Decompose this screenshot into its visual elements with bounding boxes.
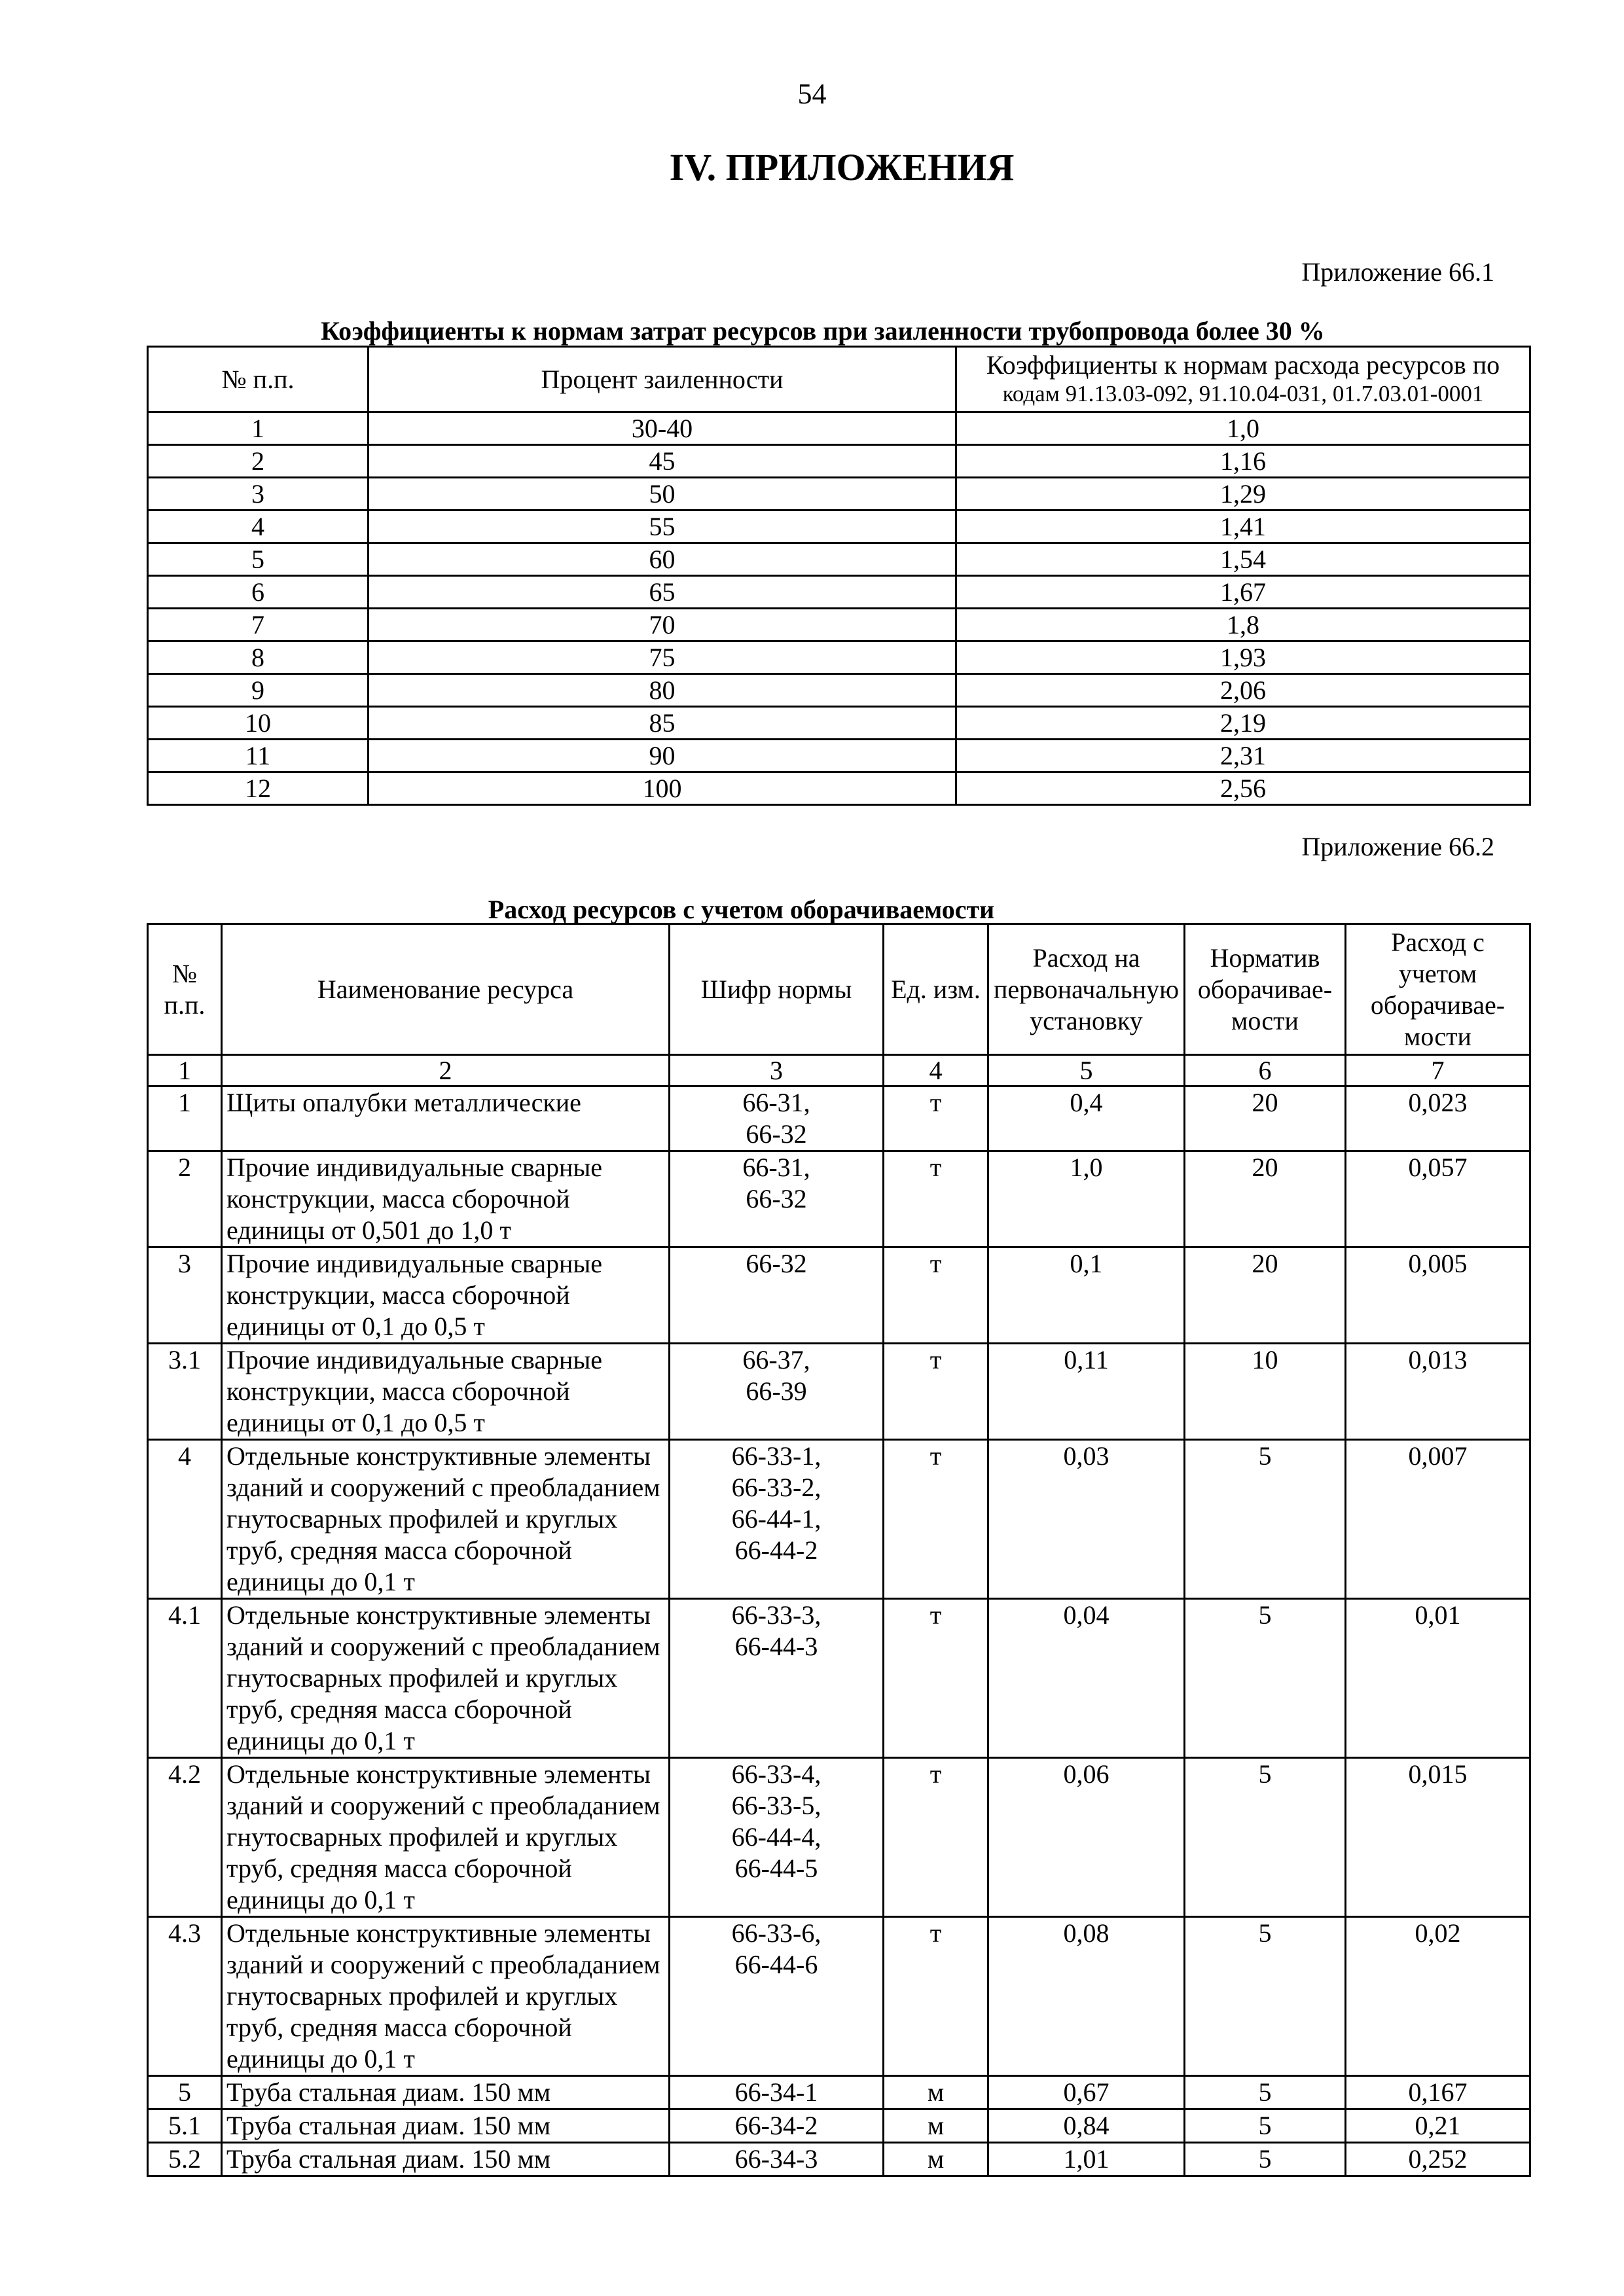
coefficient-value: 1,29 bbox=[956, 478, 1530, 511]
norm-codes bbox=[670, 1344, 884, 1440]
appendix-label-66-2: Приложение 66.2 bbox=[1301, 832, 1494, 861]
table-row bbox=[148, 609, 1530, 641]
silting-percent: 30-40 bbox=[369, 412, 956, 445]
norm-code: 66-34-2 bbox=[734, 2111, 818, 2140]
unit: т bbox=[884, 1599, 988, 1758]
row-number: 4.2 bbox=[148, 1758, 222, 1917]
norm-code: 66-33-2, bbox=[731, 1473, 821, 1502]
norm-code: 66-33-4, bbox=[731, 1759, 821, 1789]
row-number: 4 bbox=[148, 511, 369, 543]
norm-codes bbox=[670, 1440, 884, 1599]
table-row bbox=[148, 2143, 1530, 2176]
table-row bbox=[148, 1247, 1530, 1344]
coefficients-table-title: Коэффициенты к нормам затрат ресурсов при заиленности трубопровода более 30 % bbox=[321, 316, 1325, 346]
table-row bbox=[148, 641, 1530, 674]
unit: т bbox=[884, 1344, 988, 1440]
silting-percent: 60 bbox=[369, 543, 956, 576]
norm-code: 66-33-6, bbox=[731, 1918, 821, 1948]
table-row bbox=[148, 740, 1530, 772]
coefficient-value: 2,19 bbox=[956, 707, 1530, 740]
coefficient-value: 2,06 bbox=[956, 674, 1530, 707]
norm-codes bbox=[670, 1599, 884, 1758]
norm-code: 66-37, bbox=[742, 1345, 810, 1374]
norm-code: 66-44-5 bbox=[734, 1854, 818, 1883]
silting-percent: 80 bbox=[369, 674, 956, 707]
header-number: № п.п. bbox=[148, 347, 369, 412]
row-number: 5 bbox=[148, 2076, 222, 2109]
turnover-norm: 5 bbox=[1185, 2109, 1346, 2143]
initial-consumption: 0,4 bbox=[988, 1086, 1185, 1151]
row-number: 12 bbox=[148, 772, 369, 805]
unit: т bbox=[884, 1247, 988, 1344]
table-row bbox=[148, 412, 1530, 445]
row-number: 3 bbox=[148, 478, 369, 511]
table-row bbox=[148, 772, 1530, 805]
unit: м bbox=[884, 2076, 988, 2109]
row-number: 1 bbox=[148, 412, 369, 445]
row-number: 4 bbox=[148, 1440, 222, 1599]
table-row bbox=[148, 707, 1530, 740]
silting-percent: 75 bbox=[369, 641, 956, 674]
row-number: 5.1 bbox=[148, 2109, 222, 2143]
row-number: 4.1 bbox=[148, 1599, 222, 1758]
resource-name: Труба стальная диам. 150 мм bbox=[222, 2076, 670, 2109]
initial-consumption: 1,0 bbox=[988, 1151, 1185, 1247]
coefficients-table bbox=[147, 346, 1531, 806]
unit: т bbox=[884, 1758, 988, 1917]
silting-percent: 85 bbox=[369, 707, 956, 740]
consumption-with-turnover: 0,005 bbox=[1346, 1247, 1530, 1344]
norm-codes bbox=[670, 1917, 884, 2076]
table-row bbox=[148, 1440, 1530, 1599]
table-row bbox=[148, 2076, 1530, 2109]
row-number: 6 bbox=[148, 576, 369, 609]
norm-code: 66-31, bbox=[742, 1088, 810, 1117]
consumption-with-turnover: 0,02 bbox=[1346, 1917, 1530, 2076]
turnover-norm: 20 bbox=[1185, 1151, 1346, 1247]
initial-consumption: 0,11 bbox=[988, 1344, 1185, 1440]
silting-percent: 90 bbox=[369, 740, 956, 772]
header-coefficients bbox=[956, 347, 1530, 412]
turnover-norm: 10 bbox=[1185, 1344, 1346, 1440]
norm-code: 66-44-1, bbox=[731, 1504, 821, 1534]
resource-name: Отдельные конструктивные элементы зданий и сооружений с преобладанием гнутосварных профилей и круглых труб, средняя масса сборочной единицы до 0,1 т bbox=[222, 1440, 670, 1599]
resource-name: Щиты опалубки металлические bbox=[222, 1086, 670, 1151]
turnover-norm: 5 bbox=[1185, 1440, 1346, 1599]
coefficient-value: 1,54 bbox=[956, 543, 1530, 576]
turnover-norm: 5 bbox=[1185, 1917, 1346, 2076]
unit: т bbox=[884, 1151, 988, 1247]
main-title: IV. ПРИЛОЖЕНИЯ bbox=[669, 146, 1015, 188]
appendix-label-66-1: Приложение 66.1 bbox=[1301, 257, 1494, 287]
row-number: 2 bbox=[148, 445, 369, 478]
consumption-with-turnover: 0,015 bbox=[1346, 1758, 1530, 1917]
column-number: 7 bbox=[1346, 1055, 1530, 1086]
row-number: 10 bbox=[148, 707, 369, 740]
column-number: 2 bbox=[222, 1055, 670, 1086]
norm-codes bbox=[670, 1151, 884, 1247]
turnover-norm: 5 bbox=[1185, 1758, 1346, 1917]
coefficient-value: 1,67 bbox=[956, 576, 1530, 609]
initial-consumption: 1,01 bbox=[988, 2143, 1185, 2176]
consumption-with-turnover: 0,252 bbox=[1346, 2143, 1530, 2176]
column-number: 3 bbox=[670, 1055, 884, 1086]
row-number: 11 bbox=[148, 740, 369, 772]
header-turnover-norm: Норматив оборачивае-мости bbox=[1185, 924, 1346, 1055]
coefficient-value: 1,16 bbox=[956, 445, 1530, 478]
resource-name: Отдельные конструктивные элементы зданий и сооружений с преобладанием гнутосварных профилей и круглых труб, средняя масса сборочной единицы до 0,1 т bbox=[222, 1758, 670, 1917]
page-number: 54 bbox=[797, 78, 827, 110]
row-number: 1 bbox=[148, 1086, 222, 1151]
unit: т bbox=[884, 1917, 988, 2076]
norm-code: 66-44-2 bbox=[734, 1535, 818, 1565]
row-number: 9 bbox=[148, 674, 369, 707]
table-row bbox=[148, 478, 1530, 511]
norm-code: 66-33-1, bbox=[731, 1441, 821, 1471]
header-percent: Процент заиленности bbox=[369, 347, 956, 412]
row-number: 5 bbox=[148, 543, 369, 576]
column-number: 4 bbox=[884, 1055, 988, 1086]
norm-codes bbox=[670, 2143, 884, 2176]
table-row bbox=[148, 1917, 1530, 2076]
header-number: № п.п. bbox=[148, 924, 222, 1055]
coefficient-value: 1,0 bbox=[956, 412, 1530, 445]
resource-name: Отдельные конструктивные элементы зданий и сооружений с преобладанием гнутосварных профилей и круглых труб, средняя масса сборочной единицы до 0,1 т bbox=[222, 1599, 670, 1758]
header-norm-code: Шифр нормы bbox=[670, 924, 884, 1055]
table-row bbox=[148, 543, 1530, 576]
column-number: 5 bbox=[988, 1055, 1185, 1086]
coefficient-value: 1,41 bbox=[956, 511, 1530, 543]
norm-codes bbox=[670, 2109, 884, 2143]
table-row bbox=[148, 445, 1530, 478]
norm-code: 66-44-3 bbox=[734, 1632, 818, 1661]
norm-code: 66-33-3, bbox=[731, 1600, 821, 1630]
header-initial-consumption: Расход на первоначальную установку bbox=[988, 924, 1185, 1055]
silting-percent: 55 bbox=[369, 511, 956, 543]
header-consumption-with-turnover: Расход с учетом оборачивае-мости bbox=[1346, 924, 1530, 1055]
header-unit: Ед. изм. bbox=[884, 924, 988, 1055]
unit: т bbox=[884, 1440, 988, 1599]
turnover-norm: 20 bbox=[1185, 1247, 1346, 1344]
silting-percent: 50 bbox=[369, 478, 956, 511]
norm-code: 66-32 bbox=[746, 1184, 807, 1213]
coefficient-value: 2,56 bbox=[956, 772, 1530, 805]
norm-code: 66-44-4, bbox=[731, 1822, 821, 1852]
table-row bbox=[148, 674, 1530, 707]
silting-percent: 70 bbox=[369, 609, 956, 641]
consumption-with-turnover: 0,21 bbox=[1346, 2109, 1530, 2143]
row-number: 3 bbox=[148, 1247, 222, 1344]
initial-consumption: 0,67 bbox=[988, 2076, 1185, 2109]
row-number: 2 bbox=[148, 1151, 222, 1247]
row-number: 4.3 bbox=[148, 1917, 222, 2076]
table-row bbox=[148, 1086, 1530, 1151]
row-number: 7 bbox=[148, 609, 369, 641]
initial-consumption: 0,04 bbox=[988, 1599, 1185, 1758]
consumption-with-turnover: 0,007 bbox=[1346, 1440, 1530, 1599]
initial-consumption: 0,03 bbox=[988, 1440, 1185, 1599]
coefficient-value: 1,93 bbox=[956, 641, 1530, 674]
silting-percent: 45 bbox=[369, 445, 956, 478]
header-coefficients-line1: Коэффициенты к нормам расхода ресурсов по bbox=[986, 350, 1500, 380]
turnover-norm: 20 bbox=[1185, 1086, 1346, 1151]
table-row bbox=[148, 511, 1530, 543]
norm-code: 66-34-3 bbox=[734, 2144, 818, 2174]
resource-name: Прочие индивидуальные сварные конструкции, масса сборочной единицы от 0,1 до 0,5 т bbox=[222, 1344, 670, 1440]
resource-name: Труба стальная диам. 150 мм bbox=[222, 2143, 670, 2176]
unit: т bbox=[884, 1086, 988, 1151]
silting-percent: 100 bbox=[369, 772, 956, 805]
norm-code: 66-34-1 bbox=[734, 2077, 818, 2107]
coefficient-value: 1,8 bbox=[956, 609, 1530, 641]
column-number: 6 bbox=[1185, 1055, 1346, 1086]
consumption-with-turnover: 0,023 bbox=[1346, 1086, 1530, 1151]
unit: м bbox=[884, 2109, 988, 2143]
norm-codes bbox=[670, 1247, 884, 1344]
table-row bbox=[148, 1344, 1530, 1440]
norm-code: 66-39 bbox=[746, 1376, 807, 1406]
norm-code: 66-32 bbox=[746, 1249, 807, 1278]
table-row bbox=[148, 1151, 1530, 1247]
consumption-with-turnover: 0,167 bbox=[1346, 2076, 1530, 2109]
table-row bbox=[148, 2109, 1530, 2143]
table-row bbox=[148, 576, 1530, 609]
row-number: 3.1 bbox=[148, 1344, 222, 1440]
unit: м bbox=[884, 2143, 988, 2176]
turnover-norm: 5 bbox=[1185, 1599, 1346, 1758]
table-row bbox=[148, 1758, 1530, 1917]
initial-consumption: 0,84 bbox=[988, 2109, 1185, 2143]
coefficient-value: 2,31 bbox=[956, 740, 1530, 772]
initial-consumption: 0,06 bbox=[988, 1758, 1185, 1917]
consumption-with-turnover: 0,057 bbox=[1346, 1151, 1530, 1247]
consumption-with-turnover: 0,013 bbox=[1346, 1344, 1530, 1440]
header-coefficients-line2: кодам 91.13.03-092, 91.10.04-031, 01.7.03.01-0001 bbox=[1002, 380, 1484, 406]
norm-codes bbox=[670, 1086, 884, 1151]
resource-name: Прочие индивидуальные сварные конструкции, масса сборочной единицы от 0,501 до 1,0 т bbox=[222, 1151, 670, 1247]
resource-name: Труба стальная диам. 150 мм bbox=[222, 2109, 670, 2143]
consumption-with-turnover: 0,01 bbox=[1346, 1599, 1530, 1758]
norm-codes bbox=[670, 2076, 884, 2109]
turnover-norm: 5 bbox=[1185, 2143, 1346, 2176]
norm-code: 66-31, bbox=[742, 1153, 810, 1182]
norm-code: 66-32 bbox=[746, 1119, 807, 1149]
column-number: 1 bbox=[148, 1055, 222, 1086]
turnover-norm: 5 bbox=[1185, 2076, 1346, 2109]
row-number: 8 bbox=[148, 641, 369, 674]
resource-name: Прочие индивидуальные сварные конструкции, масса сборочной единицы от 0,1 до 0,5 т bbox=[222, 1247, 670, 1344]
initial-consumption: 0,08 bbox=[988, 1917, 1185, 2076]
silting-percent: 65 bbox=[369, 576, 956, 609]
resource-name: Отдельные конструктивные элементы зданий и сооружений с преобладанием гнутосварных профилей и круглых труб, средняя масса сборочной единицы до 0,1 т bbox=[222, 1917, 670, 2076]
norm-codes bbox=[670, 1758, 884, 1917]
header-resource-name: Наименование ресурса bbox=[222, 924, 670, 1055]
turnover-table-title: Расход ресурсов с учетом оборачиваемости bbox=[488, 895, 995, 924]
initial-consumption: 0,1 bbox=[988, 1247, 1185, 1344]
norm-code: 66-33-5, bbox=[731, 1791, 821, 1820]
table-row bbox=[148, 1599, 1530, 1758]
row-number: 5.2 bbox=[148, 2143, 222, 2176]
turnover-table bbox=[147, 923, 1531, 2177]
norm-code: 66-44-6 bbox=[734, 1950, 818, 1979]
